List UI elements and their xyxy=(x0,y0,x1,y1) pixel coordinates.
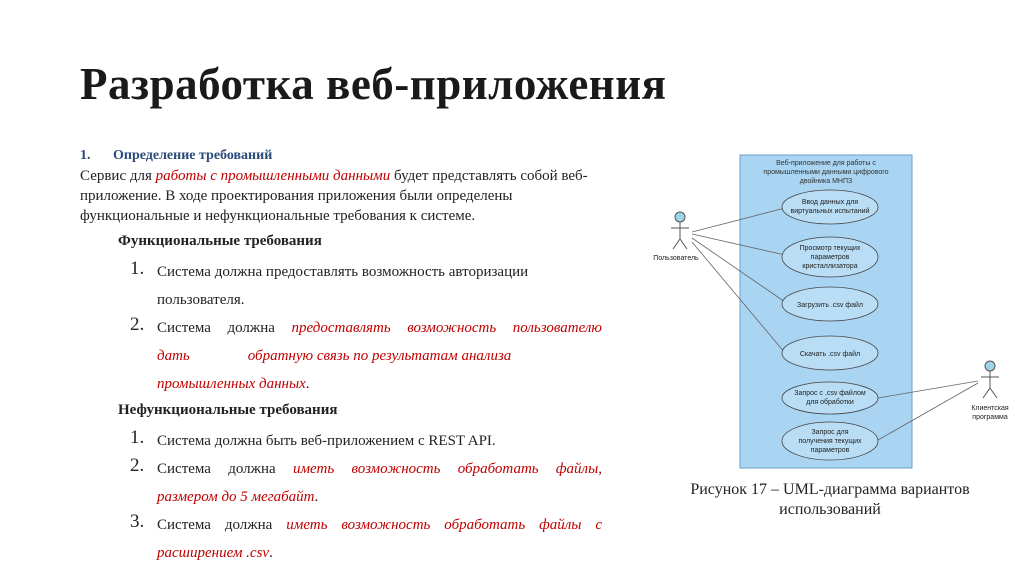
nonfunctional-item-3-plain: Система должна xyxy=(157,517,287,533)
nonfunctional-item-2-line-2 xyxy=(157,487,602,515)
usecase-1-line-2: виртуальных испытаний xyxy=(790,208,870,215)
usecase-2-line-3: кристаллизатора xyxy=(802,263,858,270)
usecase-5-ellipse xyxy=(782,382,878,414)
actor-client-head-icon xyxy=(985,361,995,371)
functional-item-1-line-2: пользователя. xyxy=(157,292,245,308)
functional-item-2-line-3 xyxy=(157,374,602,402)
functional-item-2-number: 2. xyxy=(130,314,145,335)
usecase-2-line-2: параметров xyxy=(810,254,850,261)
usecase-3 xyxy=(782,287,878,321)
nonfunctional-item-2-plain: Система должна xyxy=(157,461,293,477)
usecase-6-line-1: Запрос для xyxy=(811,429,849,436)
intro-text-1: Сервис для xyxy=(80,168,156,184)
actor-client xyxy=(981,361,999,398)
functional-item-2-line-2 xyxy=(157,346,602,374)
figure-caption xyxy=(665,480,995,520)
system-title-line-2: промышленными данными цифрового xyxy=(763,169,889,176)
figure-caption-line-1: Рисунок 17 – UML-диаграмма вариантов xyxy=(690,481,970,498)
functional-item-2-plain: Система должна xyxy=(157,320,292,336)
nonfunctional-item-3-end: . xyxy=(269,545,273,561)
usecase-4 xyxy=(782,336,878,370)
section-heading-text: Определение требований xyxy=(113,148,273,163)
nonfunctional-item-2-red-1: иметь возможность обработать файлы, xyxy=(292,461,602,477)
nonfunctional-item-3-number: 3. xyxy=(130,511,145,532)
actor-user-label: Пользователь xyxy=(653,255,699,262)
functional-item-2-line-1 xyxy=(157,318,602,346)
section-number: 1. xyxy=(80,148,91,163)
nonfunctional-item-3-red-2: расширением .csv xyxy=(157,545,270,561)
nonfunctional-item-2-red-2: размером до 5 мегабайт xyxy=(157,489,315,505)
uml-diagram xyxy=(640,150,1020,475)
section-heading xyxy=(80,148,272,164)
usecase-1-ellipse xyxy=(782,190,878,224)
actor-user xyxy=(671,212,689,249)
functional-item-2-red-2a: дать xyxy=(157,348,190,364)
actor-client-label-line-2: программа xyxy=(972,414,1008,421)
system-title-line-1: Веб-приложение для работы с xyxy=(776,160,876,167)
nonfunctional-item-3-line-1 xyxy=(157,515,602,543)
usecase-1 xyxy=(782,190,878,224)
usecase-6 xyxy=(782,422,878,460)
functional-item-2-red-2b: обратную связь по результатам анализа xyxy=(247,348,512,364)
functional-item-2-red-1: предоставлять возможность пользователю xyxy=(291,320,602,336)
figure-caption-line-2: использований xyxy=(779,501,881,518)
usecase-3-line-1: Загрузить .csv файл xyxy=(797,302,863,309)
intro-paragraph xyxy=(80,166,600,226)
system-title-line-3: двойника МНПЗ xyxy=(799,178,853,185)
nonfunctional-item-2-number: 2. xyxy=(130,455,145,476)
nonfunctional-item-1-number: 1. xyxy=(130,427,145,448)
functional-item-2-red-3: промышленных данных xyxy=(157,376,306,392)
usecase-1-line-1: Ввод данных для xyxy=(801,199,859,206)
actor-client-label-line-1: Клиентская xyxy=(971,405,1009,412)
usecase-4-line-1: Скачать .csv файл xyxy=(799,351,861,358)
intro-highlight: работы с промышленными данными xyxy=(155,168,391,184)
functional-item-2-end: . xyxy=(305,376,310,392)
nonfunctional-heading: Нефункциональные требования xyxy=(118,402,338,418)
usecase-2-line-1: Просмотр текущих xyxy=(799,245,861,252)
usecase-5-line-1: Запрос с .csv файлом xyxy=(794,390,866,397)
functional-heading: Функциональные требования xyxy=(118,233,322,249)
usecase-6-line-2: получения текущих xyxy=(798,438,862,445)
slide-title: Разработка веб-приложения xyxy=(80,59,667,109)
functional-item-1-number: 1. xyxy=(130,258,145,279)
functional-item-1-line-1: Система должна предоставлять возможность авторизации xyxy=(157,264,529,280)
usecase-2 xyxy=(782,237,878,277)
nonfunctional-item-2-end: . xyxy=(314,489,319,505)
usecase-6-line-3: параметров xyxy=(810,447,850,454)
usecase-5 xyxy=(782,382,878,414)
nonfunctional-item-1-line-1: Система должна быть веб-приложением с REST API. xyxy=(157,433,496,449)
nonfunctional-item-3-line-2 xyxy=(157,543,602,571)
nonfunctional-item-3-red-1: иметь возможность обработать файлы с xyxy=(286,517,603,533)
usecase-5-line-2: для обработки xyxy=(806,399,854,406)
actor-user-head-icon xyxy=(675,212,685,222)
nonfunctional-item-2-line-1 xyxy=(157,459,602,487)
intro-text-2: будет представлять собой веб-приложение. В ходе проектирования приложения были определены функциональные и нефункциональные требования к системе. xyxy=(80,168,588,224)
